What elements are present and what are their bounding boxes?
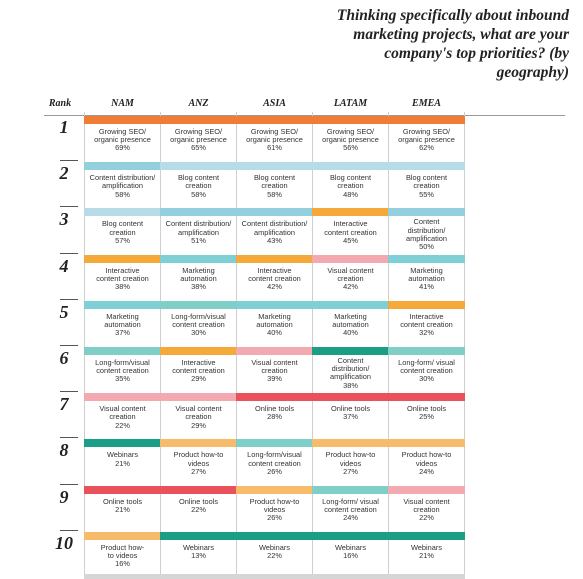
category-color-bar [388, 301, 465, 309]
rank-number: 8 [59, 440, 69, 461]
rank-number: 5 [59, 301, 69, 322]
priority-text [160, 544, 237, 560]
category-color-bar [84, 393, 161, 401]
category-color-bar [84, 162, 161, 170]
rank-number: 1 [59, 117, 69, 137]
priority-text [312, 544, 389, 560]
priority-percentage: 30% [419, 374, 434, 384]
priority-label: Growing SEO/ organic presence [322, 127, 379, 145]
priority-cell [84, 486, 161, 530]
priority-cell [84, 301, 161, 345]
priority-percentage: 16% [115, 559, 130, 569]
rank-number: 4 [59, 255, 69, 276]
rank-divider [60, 437, 78, 438]
priority-label: Product how- to videos [100, 542, 145, 560]
priority-text [84, 128, 161, 153]
priority-text [84, 451, 161, 467]
category-color-bar [312, 393, 389, 401]
priority-text [388, 359, 465, 384]
category-color-bar [160, 162, 237, 170]
priority-label: Content distribution/ amplification [405, 217, 448, 243]
category-color-bar [84, 532, 161, 540]
priority-label: Content distribution/ amplification [165, 219, 232, 237]
rank-divider [60, 160, 78, 161]
priority-percentage: 48% [343, 189, 358, 199]
priority-label: Marketing automation [180, 265, 217, 283]
priority-label: Growing SEO/ organic presence [170, 127, 227, 145]
priority-percentage: 21% [115, 504, 130, 514]
priority-percentage: 16% [343, 551, 358, 560]
category-color-bar [236, 301, 313, 309]
priority-percentage: 37% [115, 328, 130, 338]
priority-percentage: 26% [267, 466, 282, 476]
priority-percentage: 35% [115, 374, 130, 384]
priority-percentage: 22% [115, 420, 130, 430]
priority-label: Product how-to videos [325, 450, 376, 468]
priority-label: Long-form/visual content creation [95, 358, 150, 376]
priority-text [388, 128, 465, 153]
priority-cell [160, 116, 237, 160]
priority-cell [388, 347, 465, 391]
priority-percentage: 22% [267, 551, 282, 560]
rank-divider [60, 484, 78, 485]
priority-label: Visual content creation [251, 358, 298, 376]
category-color-bar [312, 255, 389, 263]
priority-text [312, 267, 389, 292]
category-color-bar [312, 301, 389, 309]
priority-text [388, 498, 465, 523]
priority-cell [84, 162, 161, 206]
category-color-bar [388, 393, 465, 401]
priority-text [160, 451, 237, 476]
priority-cell [236, 208, 313, 252]
rank-divider [60, 206, 78, 207]
priority-cell [236, 486, 313, 530]
rank-divider [60, 530, 78, 531]
priority-percentage: 32% [419, 328, 434, 338]
priority-percentage: 29% [191, 420, 206, 430]
priority-label: Visual content creation [327, 265, 374, 283]
category-color-bar [160, 208, 237, 216]
category-color-bar [236, 255, 313, 263]
priority-percentage: 22% [419, 513, 434, 522]
category-color-bar [388, 255, 465, 263]
priority-percentage: 38% [191, 282, 206, 291]
priority-percentage: 21% [115, 458, 130, 468]
priority-text [236, 267, 313, 292]
priority-text [160, 313, 237, 338]
priority-cell [388, 439, 465, 483]
category-color-bar [84, 208, 161, 216]
priority-label: Product how-to videos [249, 496, 300, 514]
priority-percentage: 69% [115, 143, 130, 153]
rank-number: 3 [59, 209, 69, 230]
priority-cell [160, 208, 237, 252]
priority-percentage: 65% [191, 143, 206, 153]
category-color-bar [84, 439, 161, 447]
priority-label: Interactive content creation [324, 219, 377, 237]
priority-text [312, 451, 389, 476]
bottom-strip [236, 574, 313, 579]
priority-text [84, 313, 161, 338]
priority-percentage: 50% [419, 242, 434, 251]
category-color-bar [84, 347, 161, 355]
priority-text [312, 498, 389, 523]
priority-text [84, 405, 161, 430]
priority-text [312, 357, 389, 390]
category-color-bar [160, 301, 237, 309]
priority-percentage: 21% [419, 551, 434, 560]
priority-cell [388, 301, 465, 345]
priority-percentage: 24% [419, 466, 434, 476]
priority-label: Long-form/visual content creation [247, 450, 302, 468]
rank-divider [60, 391, 78, 392]
priority-percentage: 55% [419, 189, 434, 199]
category-color-bar [388, 116, 465, 124]
priority-percentage: 41% [419, 282, 434, 291]
priority-text [312, 174, 389, 199]
priority-cell [160, 486, 237, 530]
category-color-bar [388, 486, 465, 494]
priority-text [388, 174, 465, 199]
priority-text [84, 174, 161, 199]
category-color-bar [312, 347, 389, 355]
region-header-nam: NAM [111, 98, 134, 109]
region-header-latam: LATAM [333, 98, 368, 109]
priority-cell [312, 301, 389, 345]
priority-text [312, 313, 389, 338]
priority-cell [388, 208, 465, 252]
priority-cell [388, 393, 465, 437]
priority-label: Online tools [406, 404, 447, 414]
category-color-bar [312, 162, 389, 170]
category-color-bar [236, 439, 313, 447]
priority-percentage: 40% [343, 328, 358, 338]
rank-number: 9 [59, 486, 69, 507]
priority-label: Online tools [102, 496, 143, 506]
priority-label: Webinars [106, 450, 139, 460]
priority-cell [312, 116, 389, 160]
region-header-asia: ASIA [263, 98, 286, 109]
priority-label: Long-form/visual content creation [171, 311, 226, 329]
priority-cell [388, 162, 465, 206]
priority-label: Online tools [330, 404, 371, 414]
category-color-bar [236, 347, 313, 355]
priority-label: Long-form/ visual content creation [398, 358, 455, 376]
priority-percentage: 40% [267, 328, 282, 338]
priority-cell [236, 116, 313, 160]
priority-percentage: 37% [343, 412, 358, 422]
bottom-strip [312, 574, 389, 579]
priority-percentage: 61% [267, 143, 282, 153]
bottom-strip [84, 574, 161, 579]
rank-number: 6 [59, 348, 69, 368]
priority-label: Long-form/ visual content creation [322, 496, 379, 514]
priority-text [236, 128, 313, 153]
priority-text [236, 220, 313, 245]
priority-cell [160, 439, 237, 483]
priority-cell [312, 347, 389, 391]
category-color-bar [84, 301, 161, 309]
rank-number: 2 [59, 163, 69, 184]
priority-cell [160, 301, 237, 345]
priority-cell [388, 255, 465, 299]
rank-divider [60, 299, 78, 300]
priority-text [388, 405, 465, 421]
priority-label: Content distribution/ amplification [329, 356, 372, 382]
priority-text [84, 220, 161, 245]
priority-cell [312, 486, 389, 530]
question-title: Thinking specifically about inbound marketing projects, what are your company's top priorities? (by geography) [336, 7, 569, 81]
priority-percentage: 30% [191, 328, 206, 338]
priority-cell [388, 532, 465, 576]
priority-label: Marketing automation [104, 311, 141, 329]
priority-text [160, 359, 237, 384]
category-color-bar [236, 393, 313, 401]
priority-percentage: 42% [267, 282, 282, 291]
priority-text [388, 218, 465, 251]
category-color-bar [312, 486, 389, 494]
priority-text [236, 405, 313, 421]
priority-cell [236, 393, 313, 437]
priority-cell [160, 162, 237, 206]
priority-cell [312, 208, 389, 252]
category-color-bar [160, 255, 237, 263]
priority-label: Interactive content creation [172, 358, 225, 376]
category-color-bar [312, 116, 389, 124]
priority-percentage: 45% [343, 235, 358, 245]
rank-divider [60, 253, 78, 254]
priority-label: Interactive content creation [96, 265, 149, 283]
priority-text [236, 498, 313, 523]
rank-header: Rank [48, 98, 72, 109]
priority-label: Content distribution/ amplification [89, 173, 156, 191]
priority-percentage: 24% [343, 513, 358, 522]
priority-cell [236, 532, 313, 576]
priority-label: Interactive content creation [248, 265, 301, 283]
category-color-bar [84, 116, 161, 124]
priority-label: Visual content creation [99, 404, 146, 422]
priority-cell [84, 208, 161, 252]
priority-label: Content distribution/ amplification [241, 219, 308, 237]
priority-cell [236, 439, 313, 483]
priority-percentage: 58% [191, 189, 206, 199]
priority-text [160, 405, 237, 430]
priority-cell [160, 393, 237, 437]
priority-percentage: 13% [191, 551, 206, 560]
priority-text [236, 451, 313, 476]
priority-text [388, 267, 465, 292]
priority-cell [160, 532, 237, 576]
rank-number: 7 [59, 394, 69, 415]
priority-cell [236, 162, 313, 206]
priority-text [388, 313, 465, 338]
rank-divider [60, 345, 78, 346]
priority-label: Blog content creation [329, 173, 372, 191]
category-color-bar [236, 208, 313, 216]
category-color-bar [312, 439, 389, 447]
priority-cell [236, 255, 313, 299]
priority-label: Product how-to videos [401, 450, 452, 468]
priority-cell [312, 439, 389, 483]
priority-cell [312, 532, 389, 576]
priority-text [236, 359, 313, 384]
priority-percentage: 38% [343, 380, 358, 390]
priority-label: Marketing automation [332, 311, 369, 329]
priority-cell [84, 393, 161, 437]
priority-label: Webinars [334, 542, 367, 552]
priority-percentage: 39% [267, 374, 282, 384]
priority-label: Webinars [182, 542, 215, 552]
priority-cell [236, 347, 313, 391]
priority-percentage: 58% [115, 189, 130, 199]
priority-text [84, 267, 161, 292]
priority-label: Blog content creation [101, 219, 144, 237]
priority-label: Online tools [254, 404, 295, 414]
category-color-bar [312, 532, 389, 540]
priority-cell [84, 347, 161, 391]
category-color-bar [84, 255, 161, 263]
priority-cell [312, 162, 389, 206]
priority-text [160, 174, 237, 199]
priority-text [160, 128, 237, 153]
category-color-bar [160, 347, 237, 355]
priority-text [160, 267, 237, 292]
priority-cell [84, 439, 161, 483]
priority-cell [160, 255, 237, 299]
priority-cell [160, 347, 237, 391]
priority-text [236, 544, 313, 560]
category-color-bar [160, 439, 237, 447]
priority-percentage: 62% [419, 143, 434, 153]
priority-label: Interactive content creation [400, 311, 453, 329]
priority-cell [84, 116, 161, 160]
priority-percentage: 22% [191, 504, 206, 514]
rank-number: 10 [55, 532, 73, 553]
priority-percentage: 28% [267, 412, 282, 422]
priority-label: Growing SEO/ organic presence [94, 127, 151, 145]
priority-percentage: 42% [343, 282, 358, 291]
category-color-bar [236, 162, 313, 170]
priority-label: Growing SEO/ organic presence [398, 127, 455, 145]
priority-text [388, 544, 465, 560]
priority-cell [84, 532, 161, 576]
priority-percentage: 25% [419, 412, 434, 422]
bottom-strip [160, 574, 237, 579]
region-header-anz: ANZ [188, 98, 209, 109]
region-header-emea: EMEA [412, 98, 441, 109]
priority-label: Online tools [178, 496, 219, 506]
priority-text [84, 498, 161, 514]
priority-percentage: 29% [191, 374, 206, 384]
priority-label: Blog content creation [405, 173, 448, 191]
priority-text [388, 451, 465, 476]
priority-percentage: 51% [191, 235, 206, 245]
priority-label: Webinars [410, 542, 443, 552]
priority-text [312, 405, 389, 421]
priority-text [160, 498, 237, 514]
category-color-bar [160, 393, 237, 401]
priority-label: Visual content creation [403, 496, 450, 514]
priority-percentage: 26% [267, 513, 282, 522]
category-color-bar [160, 532, 237, 540]
category-color-bar [388, 347, 465, 355]
priority-percentage: 27% [343, 466, 358, 476]
priority-percentage: 57% [115, 235, 130, 245]
priority-text [312, 220, 389, 245]
priority-label: Visual content creation [175, 404, 222, 422]
priority-cell [312, 393, 389, 437]
category-color-bar [236, 532, 313, 540]
priority-text [236, 174, 313, 199]
priority-cell [236, 301, 313, 345]
priority-label: Growing SEO/ organic presence [246, 127, 303, 145]
category-color-bar [84, 486, 161, 494]
priority-percentage: 27% [191, 466, 206, 476]
priority-text [84, 359, 161, 384]
priority-percentage: 38% [115, 282, 130, 291]
priority-cell [84, 255, 161, 299]
priority-percentage: 58% [267, 189, 282, 199]
priority-label: Blog content creation [177, 173, 220, 191]
category-color-bar [160, 486, 237, 494]
category-color-bar [160, 116, 237, 124]
category-color-bar [236, 486, 313, 494]
priority-text [84, 544, 161, 569]
priority-cell [388, 116, 465, 160]
priority-label: Product how-to videos [173, 450, 224, 468]
category-color-bar [388, 532, 465, 540]
priority-label: Blog content creation [253, 173, 296, 191]
priority-cell [312, 255, 389, 299]
category-color-bar [388, 162, 465, 170]
category-color-bar [388, 439, 465, 447]
bottom-strip [388, 574, 465, 579]
priority-text [312, 128, 389, 153]
category-color-bar [312, 208, 389, 216]
priority-percentage: 43% [267, 235, 282, 245]
priority-label: Marketing automation [408, 265, 445, 283]
priority-cell [388, 486, 465, 530]
priority-label: Marketing automation [256, 311, 293, 329]
priority-text [160, 220, 237, 245]
priority-percentage: 56% [343, 143, 358, 153]
priority-label: Webinars [258, 542, 291, 552]
category-color-bar [388, 208, 465, 216]
priority-text [236, 313, 313, 338]
category-color-bar [236, 116, 313, 124]
